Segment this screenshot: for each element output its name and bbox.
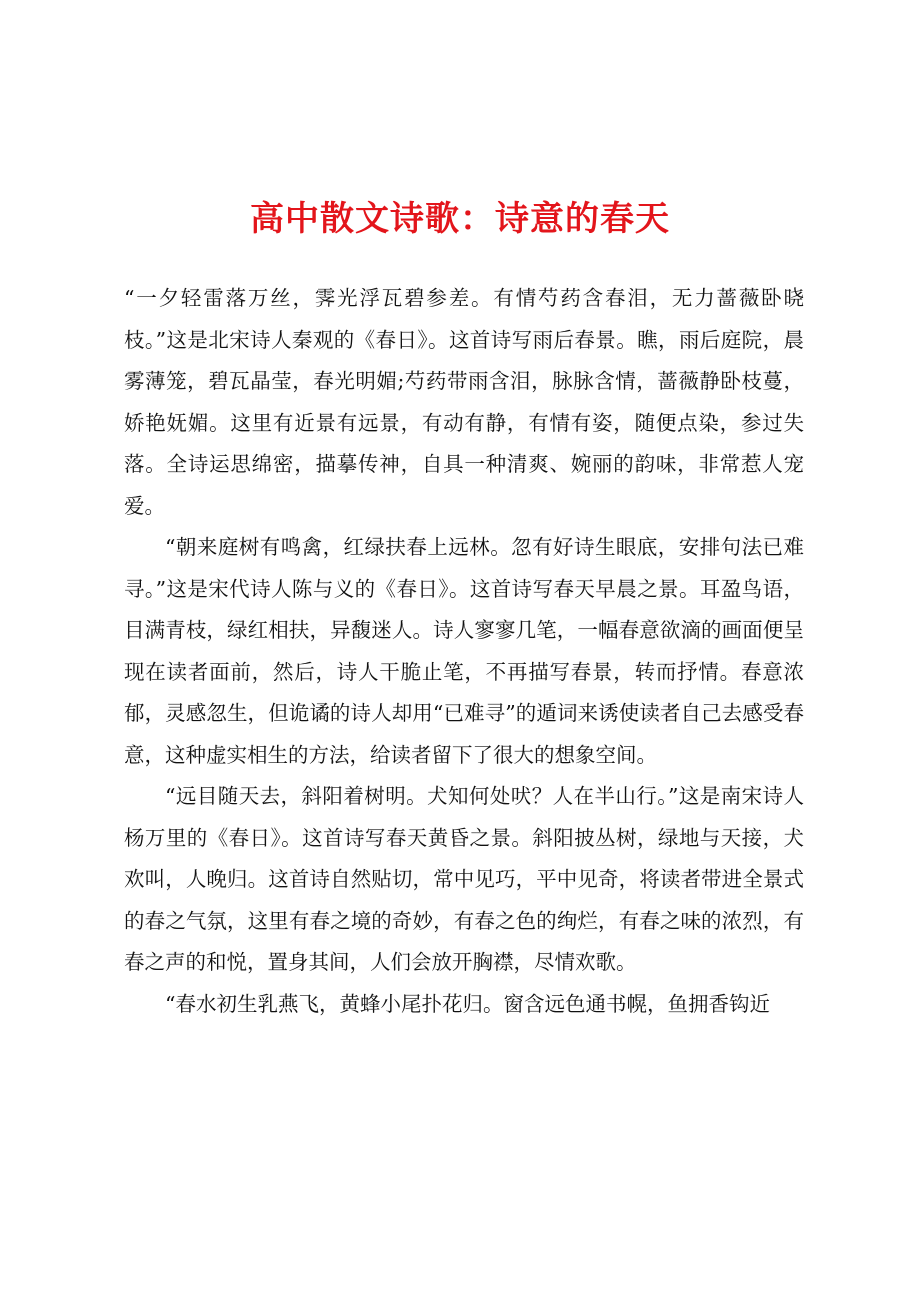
paragraph-4: “春水初生乳燕飞，黄蜂小尾扑花归。窗含远色通书幌，鱼拥香钩近	[165, 991, 770, 1016]
article-body	[124, 278, 804, 1025]
page-title: 高中散文诗歌：诗意的春天	[250, 199, 670, 239]
paragraph-3: “远目随天去，斜阳着树明。犬知何处吠？人在半山行。”这是南宋诗人杨万里的《春日》。这首诗写春天黄昏之景。斜阳披丛树，绿地与天接，犬欢叫，人晚归。这首诗自然贴切，常中见巧，平中见奇，将读者带进全景式的春之气氛，这里有春之境的奇妙，有春之色的绚烂，有春之味的浓烈，有春之声的和悦，置身其间，人们会放开胸襟，尽情欢歌。	[124, 784, 804, 974]
paragraph-1: “一夕轻雷落万丝，霁光浮瓦碧参差。有情芍药含春泪，无力蔷薇卧晓枝。”这是北宋诗人秦观的《春日》。这首诗写雨后春景。瞧，雨后庭院，晨雾薄笼，碧瓦晶莹，春光明媚;芍药带雨含泪，脉脉含情，蔷薇静卧枝蔓，娇艳妩媚。这里有近景有远景，有动有静，有情有姿，随便点染，参过失落。全诗运思绵密，描摹传神，自具一种清爽、婉丽的韵味，非常惹人宠爱。	[124, 286, 804, 518]
paragraph-2: “朝来庭树有鸣禽，红绿扶春上远林。忽有好诗生眼底，安排句法已难寻。”这是宋代诗人陈与义的《春日》。这首诗写春天早晨之景。耳盈鸟语，目满青枝，绿红相扶，异馥迷人。诗人寥寥几笔，一幅春意欲滴的画面便呈现在读者面前，然后，诗人干脆止笔，不再描写春景，转而抒情。春意浓郁，灵感忽生，但诡谲的诗人却用“已难寻”的遁词来诱使读者自己去感受春意，这种虚实相生的方法，给读者留下了很大的想象空间。	[124, 535, 804, 767]
